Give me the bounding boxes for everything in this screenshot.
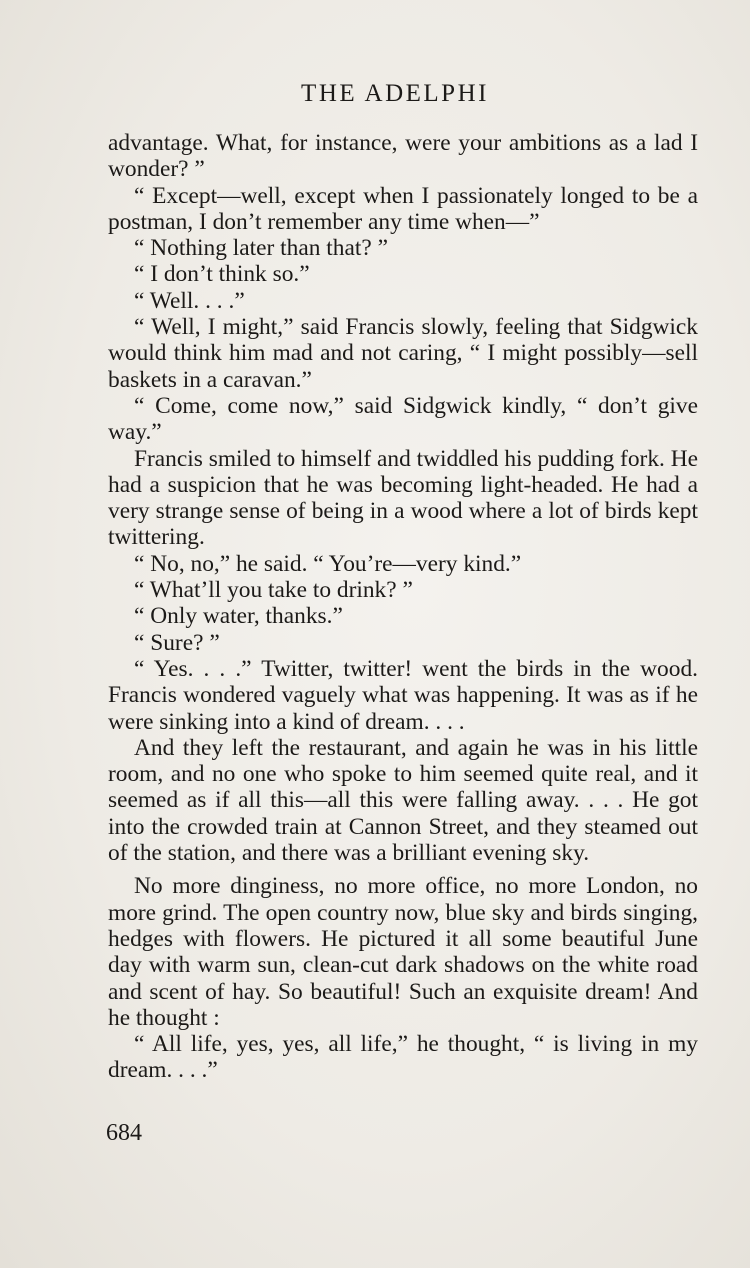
paragraph-3: “ Nothing later than that? ” — [134, 235, 388, 262]
paragraph-6: “ Well, I might,” said Francis slowly, feeling that Sidgwick would think him mad and not caring, “ I might possibly—sell baskets in a caravan.” — [108, 314, 698, 393]
paragraph-5: “ Well. . . .” — [134, 287, 245, 314]
paragraph-15: No more dinginess, no more office, no more London, no more grind. The open country now, blue sky and birds singing, hedges with flowers. He pictured it all some beautiful June day with warm sun, clean-cut dark shadows on the white road and scent of hay. So beautiful! Such an exquisite dream! And he thought : — [108, 873, 698, 1031]
paragraph-9: “ No, no,” he said. “ You’re—very kind.” — [134, 550, 522, 577]
body-text — [108, 130, 698, 1084]
paragraph-4: “ I don’t think so.” — [134, 261, 310, 288]
paragraph-12: “ Sure? ” — [134, 629, 220, 656]
page-number: 684 — [106, 1120, 142, 1146]
paragraph-8: Francis smiled to himself and twiddled his pudding fork. He had a suspicion that he was becoming light-headed. He had a very strange sense of being in a wood where a lot of birds kept twittering. — [108, 445, 698, 551]
paragraph-13: “ Yes. . . .” Twitter, twitter! went the birds in the wood. Francis wondered vaguely what was happening. It was as if he were sinking into a kind of dream. . . . — [108, 655, 698, 735]
paragraph-7: “ Come, come now,” said Sidgwick kindly, “ don’t give way.” — [108, 392, 698, 446]
paragraph-2: “ Except—well, except when I passionately longed to be a postman, I don’t remember any time when—” — [108, 182, 698, 235]
paragraph-1: advantage. What, for instance, were your ambitions as a lad I wonder? ” — [108, 130, 698, 183]
running-head: THE ADELPHI — [301, 80, 489, 107]
paragraph-11: “ Only water, thanks.” — [134, 603, 343, 630]
paragraph-10: “ What’ll you take to drink? ” — [134, 577, 413, 604]
paragraph-14: And they left the restaurant, and again he was in his little room, and no one who spoke to him seemed quite real, and it seemed as if all this—all this were falling away. . . . He got into the crowded train at Cannon Street, and they steamed out of the station, and there was a brilliant evening sky. — [108, 734, 698, 867]
paragraph-16: “ All life, yes, yes, all life,” he thought, “ is living in my dream. . . .” — [108, 1031, 698, 1084]
